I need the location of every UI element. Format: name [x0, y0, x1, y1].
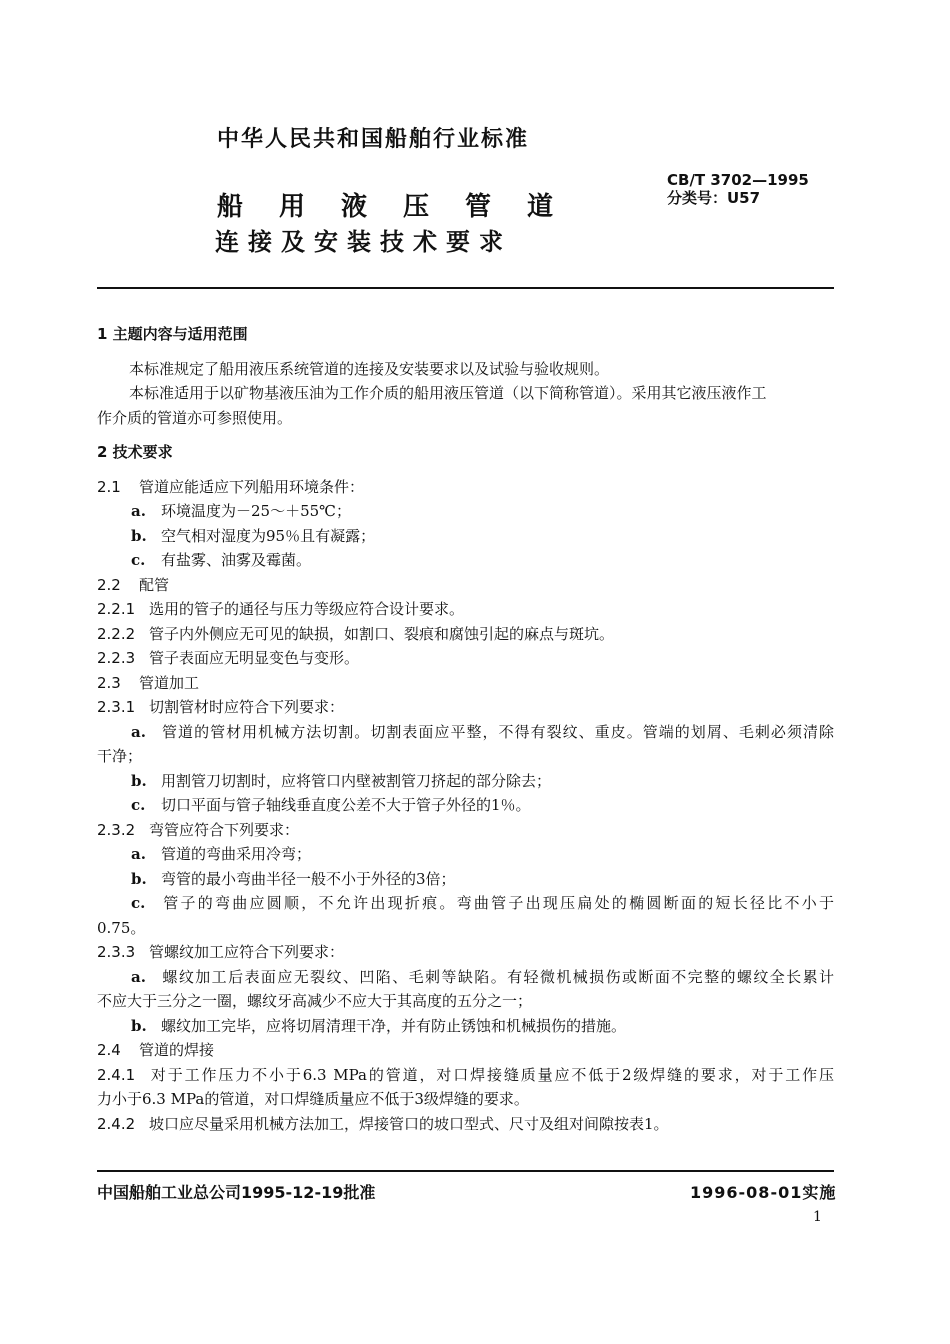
list-item [97, 842, 834, 867]
clause-2-4-1 [97, 1063, 834, 1088]
section-2-heading: 2 技术要求 [97, 443, 173, 461]
list-item [97, 720, 834, 745]
list-item [97, 793, 834, 818]
clause-text: 弯管应符合下列要求： [149, 820, 300, 839]
list-item [97, 769, 834, 794]
clause-number: 2.2.3 [97, 649, 136, 667]
issuing-body-title: 中华人民共和国船舶行业标准 [217, 127, 530, 152]
list-item [97, 867, 834, 892]
clause-number: 2.3.3 [97, 943, 136, 961]
list-item [97, 548, 834, 573]
classification-number: 分类号：U57 [667, 189, 761, 207]
item-text: 管道的管材用机械方法切割。切割表面应平整，不得有裂纹、重皮。管端的划屑、毛刺必须清除 [161, 722, 834, 741]
item-label: c. [131, 796, 146, 814]
item-label: a. [131, 722, 146, 741]
item-text: 螺纹加工完毕，应将切屑清理干净，并有防止锈蚀和机械损伤的措施。 [161, 1016, 627, 1035]
clause-text: 管道应能适应下列船用环境条件： [139, 477, 365, 496]
clause-text: 管子表面应无明显变色与变形。 [149, 649, 360, 667]
item-label: a. [131, 502, 146, 520]
item-text: 环境温度为－25～＋55℃； [161, 502, 351, 520]
paragraph: 本标准规定了船用液压系统管道的连接及安装要求以及试验与验收规则。 [129, 359, 610, 378]
item-label: a. [131, 967, 146, 986]
page-number: 1 [813, 1209, 822, 1225]
clause-2-4-2 [97, 1112, 834, 1137]
standard-number: CB/T 3702—1995 [667, 171, 809, 189]
item-text: 弯管的最小弯曲半径一般不小于外径的3倍； [161, 869, 456, 888]
section-1-heading: 1 主题内容与适用范围 [97, 325, 248, 343]
clause-2-4 [97, 1038, 834, 1063]
item-label: c. [131, 551, 146, 569]
clause-number: 2.2.1 [97, 600, 136, 618]
paragraph: 本标准适用于以矿物基液压油为工作介质的船用液压管道（以下简称管道）。采用其它液压液作工 [129, 384, 767, 402]
document-body [97, 322, 834, 1136]
clause-2-1 [97, 475, 834, 500]
effective-date: 1996-08-01实施 [690, 1183, 837, 1202]
paragraph-continuation: 作介质的管道亦可参照使用。 [97, 408, 293, 427]
clause-2-2-3 [97, 646, 834, 671]
clause-number: 2.2 [97, 575, 121, 594]
list-item-continuation: 不应大于三分之一圈，螺纹牙高减少不应大于其高度的五分之一； [97, 992, 533, 1010]
footer-divider [97, 1170, 834, 1172]
clause-text: 对于工作压力不小于6.3 MPa的管道，对口焊接缝质量应不低于2级焊缝的要求，对于工作压 [149, 1065, 834, 1084]
item-text: 螺纹加工后表面应无裂纹、凹陷、毛刺等缺陷。有轻微机械损伤或断面不完整的螺纹全长累计 [161, 967, 834, 986]
clause-number: 2.4.1 [97, 1065, 136, 1084]
item-label: b. [131, 1016, 147, 1035]
clause-number: 2.4.2 [97, 1114, 136, 1133]
list-item [97, 524, 834, 549]
clause-2-2-2 [97, 622, 834, 647]
approval-note: 中国船舶工业总公司1995-12-19批准 [97, 1183, 376, 1202]
clause-number: 2.3.1 [97, 698, 136, 716]
item-text: 用割管刀切割时，应将管口内壁被割管刀挤起的部分除去； [161, 771, 552, 790]
item-text: 有盐雾、油雾及霉菌。 [161, 551, 312, 569]
list-item [97, 891, 834, 916]
header-divider [97, 287, 834, 289]
clause-number: 2.4 [97, 1041, 121, 1059]
item-label: a. [131, 845, 146, 863]
item-label: c. [131, 894, 146, 912]
clause-text: 选用的管子的通径与压力等级应符合设计要求。 [149, 600, 465, 618]
list-item [97, 499, 834, 524]
item-text: 管道的弯曲采用冷弯； [161, 845, 312, 863]
document-title-line2: 连接及安装技术要求 [215, 228, 512, 256]
clause-continuation: 力小于6.3 MPa的管道，对口焊缝质量应不低于3级焊缝的要求。 [97, 1090, 529, 1108]
clause-2-3-3 [97, 940, 834, 965]
item-text: 切口平面与管子轴线垂直度公差不大于管子外径的1％。 [161, 796, 531, 814]
clause-number: 2.1 [97, 477, 121, 496]
clause-number: 2.3.2 [97, 820, 136, 839]
list-item-continuation: 0.75。 [97, 918, 146, 937]
list-item [97, 1014, 834, 1039]
item-text: 管子的弯曲应圆顺，不允许出现折痕。弯曲管子出现压扁处的椭圆断面的短长径比不小于 [161, 894, 834, 912]
item-label: b. [131, 771, 147, 790]
clause-2-2-1 [97, 597, 834, 622]
document-title-line1: 船用液压管道 [217, 192, 590, 222]
clause-text: 管螺纹加工应符合下列要求： [149, 943, 345, 961]
list-item [97, 965, 834, 990]
clause-text: 管道的焊接 [139, 1041, 215, 1059]
clause-2-3-2 [97, 818, 834, 843]
clause-2-3 [97, 671, 834, 696]
clause-number: 2.2.2 [97, 624, 136, 643]
clause-text: 管子内外侧应无可见的缺损，如割口、裂痕和腐蚀引起的麻点与斑坑。 [149, 624, 615, 643]
standard-code-block [667, 171, 809, 207]
item-label: b. [131, 869, 147, 888]
clause-number: 2.3 [97, 673, 121, 692]
list-item-continuation: 干净； [97, 747, 143, 765]
clause-text: 管道加工 [139, 673, 200, 692]
item-label: b. [131, 526, 147, 545]
clause-2-2 [97, 573, 834, 598]
clause-text: 切割管材时应符合下列要求： [149, 698, 345, 716]
clause-text: 坡口应尽量采用机械方法加工，焊接管口的坡口型式、尺寸及组对间隙按表1。 [149, 1114, 669, 1133]
clause-2-3-1 [97, 695, 834, 720]
item-text: 空气相对湿度为95％且有凝露； [161, 526, 376, 545]
clause-text: 配管 [139, 575, 170, 594]
